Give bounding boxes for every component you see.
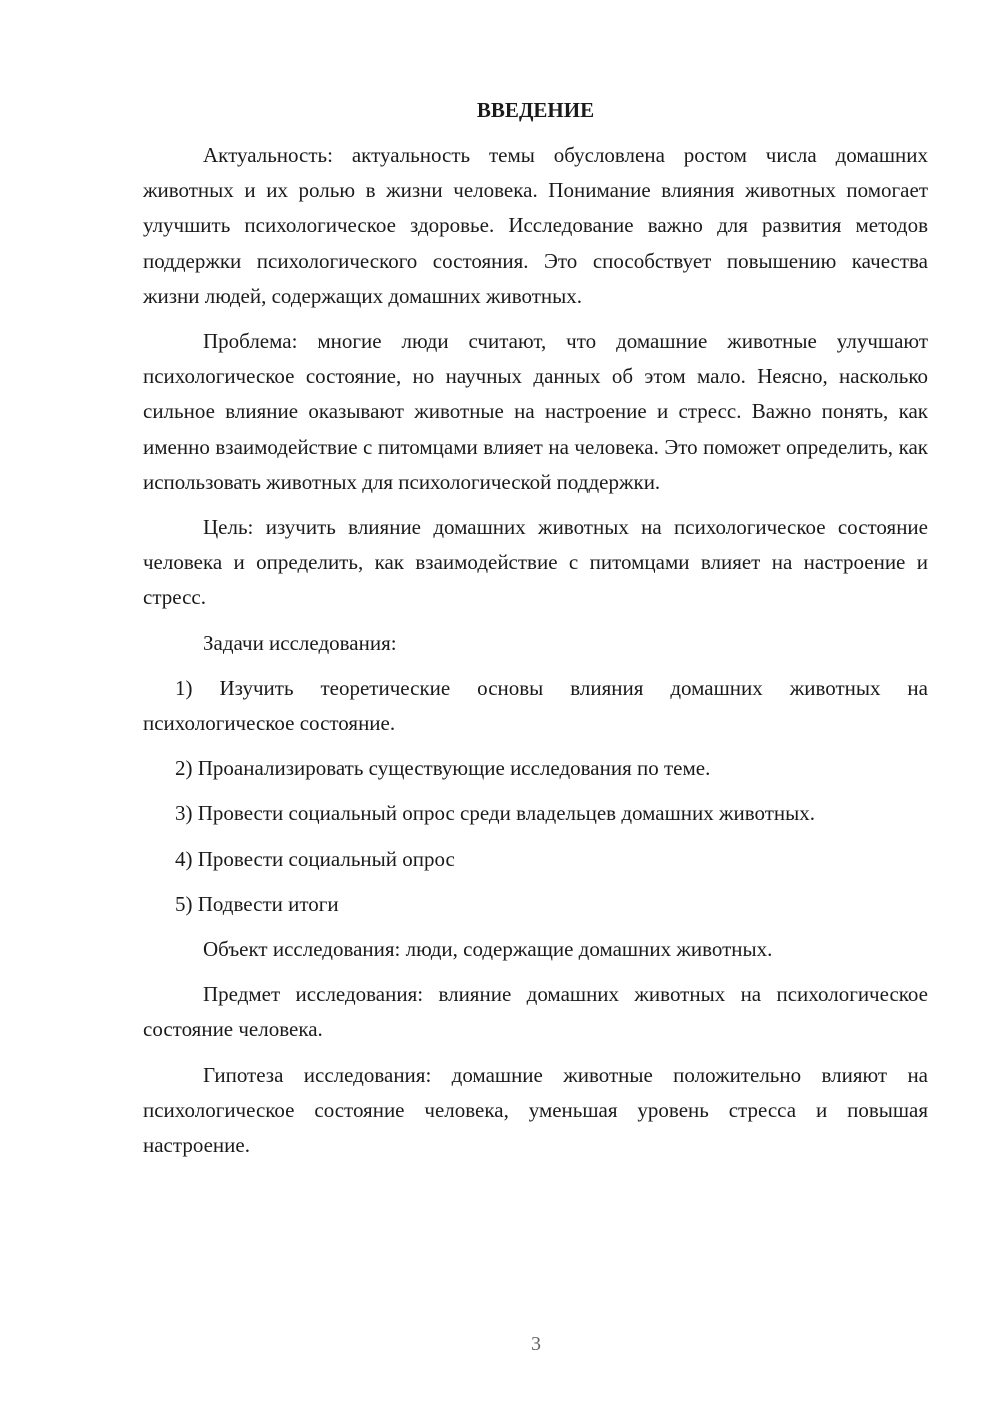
paragraph-relevance: Актуальность: актуальность темы обусловлена ростом числа домашних животных и их ролью в жизни человека. Понимание влияния животных помогает улучшить психологическое здоровье. Исследование важно для развития методов поддержки психологического состояния. Это способствует повышению качества жизни людей, содержащих домашних животных. — [143, 143, 928, 308]
document-body — [143, 95, 928, 1173]
paragraph-object: Объект исследования: люди, содержащие домашних животных. — [203, 937, 773, 962]
paragraph-subject: Предмет исследования: влияние домашних животных на психологическое состояние человека. — [143, 982, 928, 1042]
page-number: 3 — [531, 1333, 541, 1355]
task-item-1: 1) Изучить теоретические основы влияния домашних животных на психологическое состояние. — [143, 675, 928, 736]
task-item-5: 5) Подвести итоги — [175, 891, 339, 916]
tasks-heading: Задачи исследования: — [203, 630, 397, 655]
section-title: ВВЕДЕНИЕ — [476, 98, 595, 122]
paragraph-goal: Цель: изучить влияние домашних животных на психологическое состояние человека и определить, как взаимодействие с питомцами влияет на настроение и стресс. — [143, 515, 928, 610]
task-item-4: 4) Провести социальный опрос — [175, 846, 455, 871]
paragraph-hypothesis: Гипотеза исследования: домашние животные положительно влияют на психологическое состояние человека, уменьшая уровень стресса и повышая настроение. — [143, 1062, 928, 1158]
task-item-3: 3) Провести социальный опрос среди владельцев домашних животных. — [175, 801, 815, 826]
task-item-2: 2) Проанализировать существующие исследования по теме. — [175, 756, 711, 781]
paragraph-problem: Проблема: многие люди считают, что домашние животные улучшают психологическое состояние, но научных данных об этом мало. Неясно, насколько сильное влияние оказывают животные на настроение и стресс. Важно понять, как именно взаимодействие с питомцами влияет на человека. Это поможет определить, как использовать животных для психологической поддержки. — [143, 329, 928, 494]
